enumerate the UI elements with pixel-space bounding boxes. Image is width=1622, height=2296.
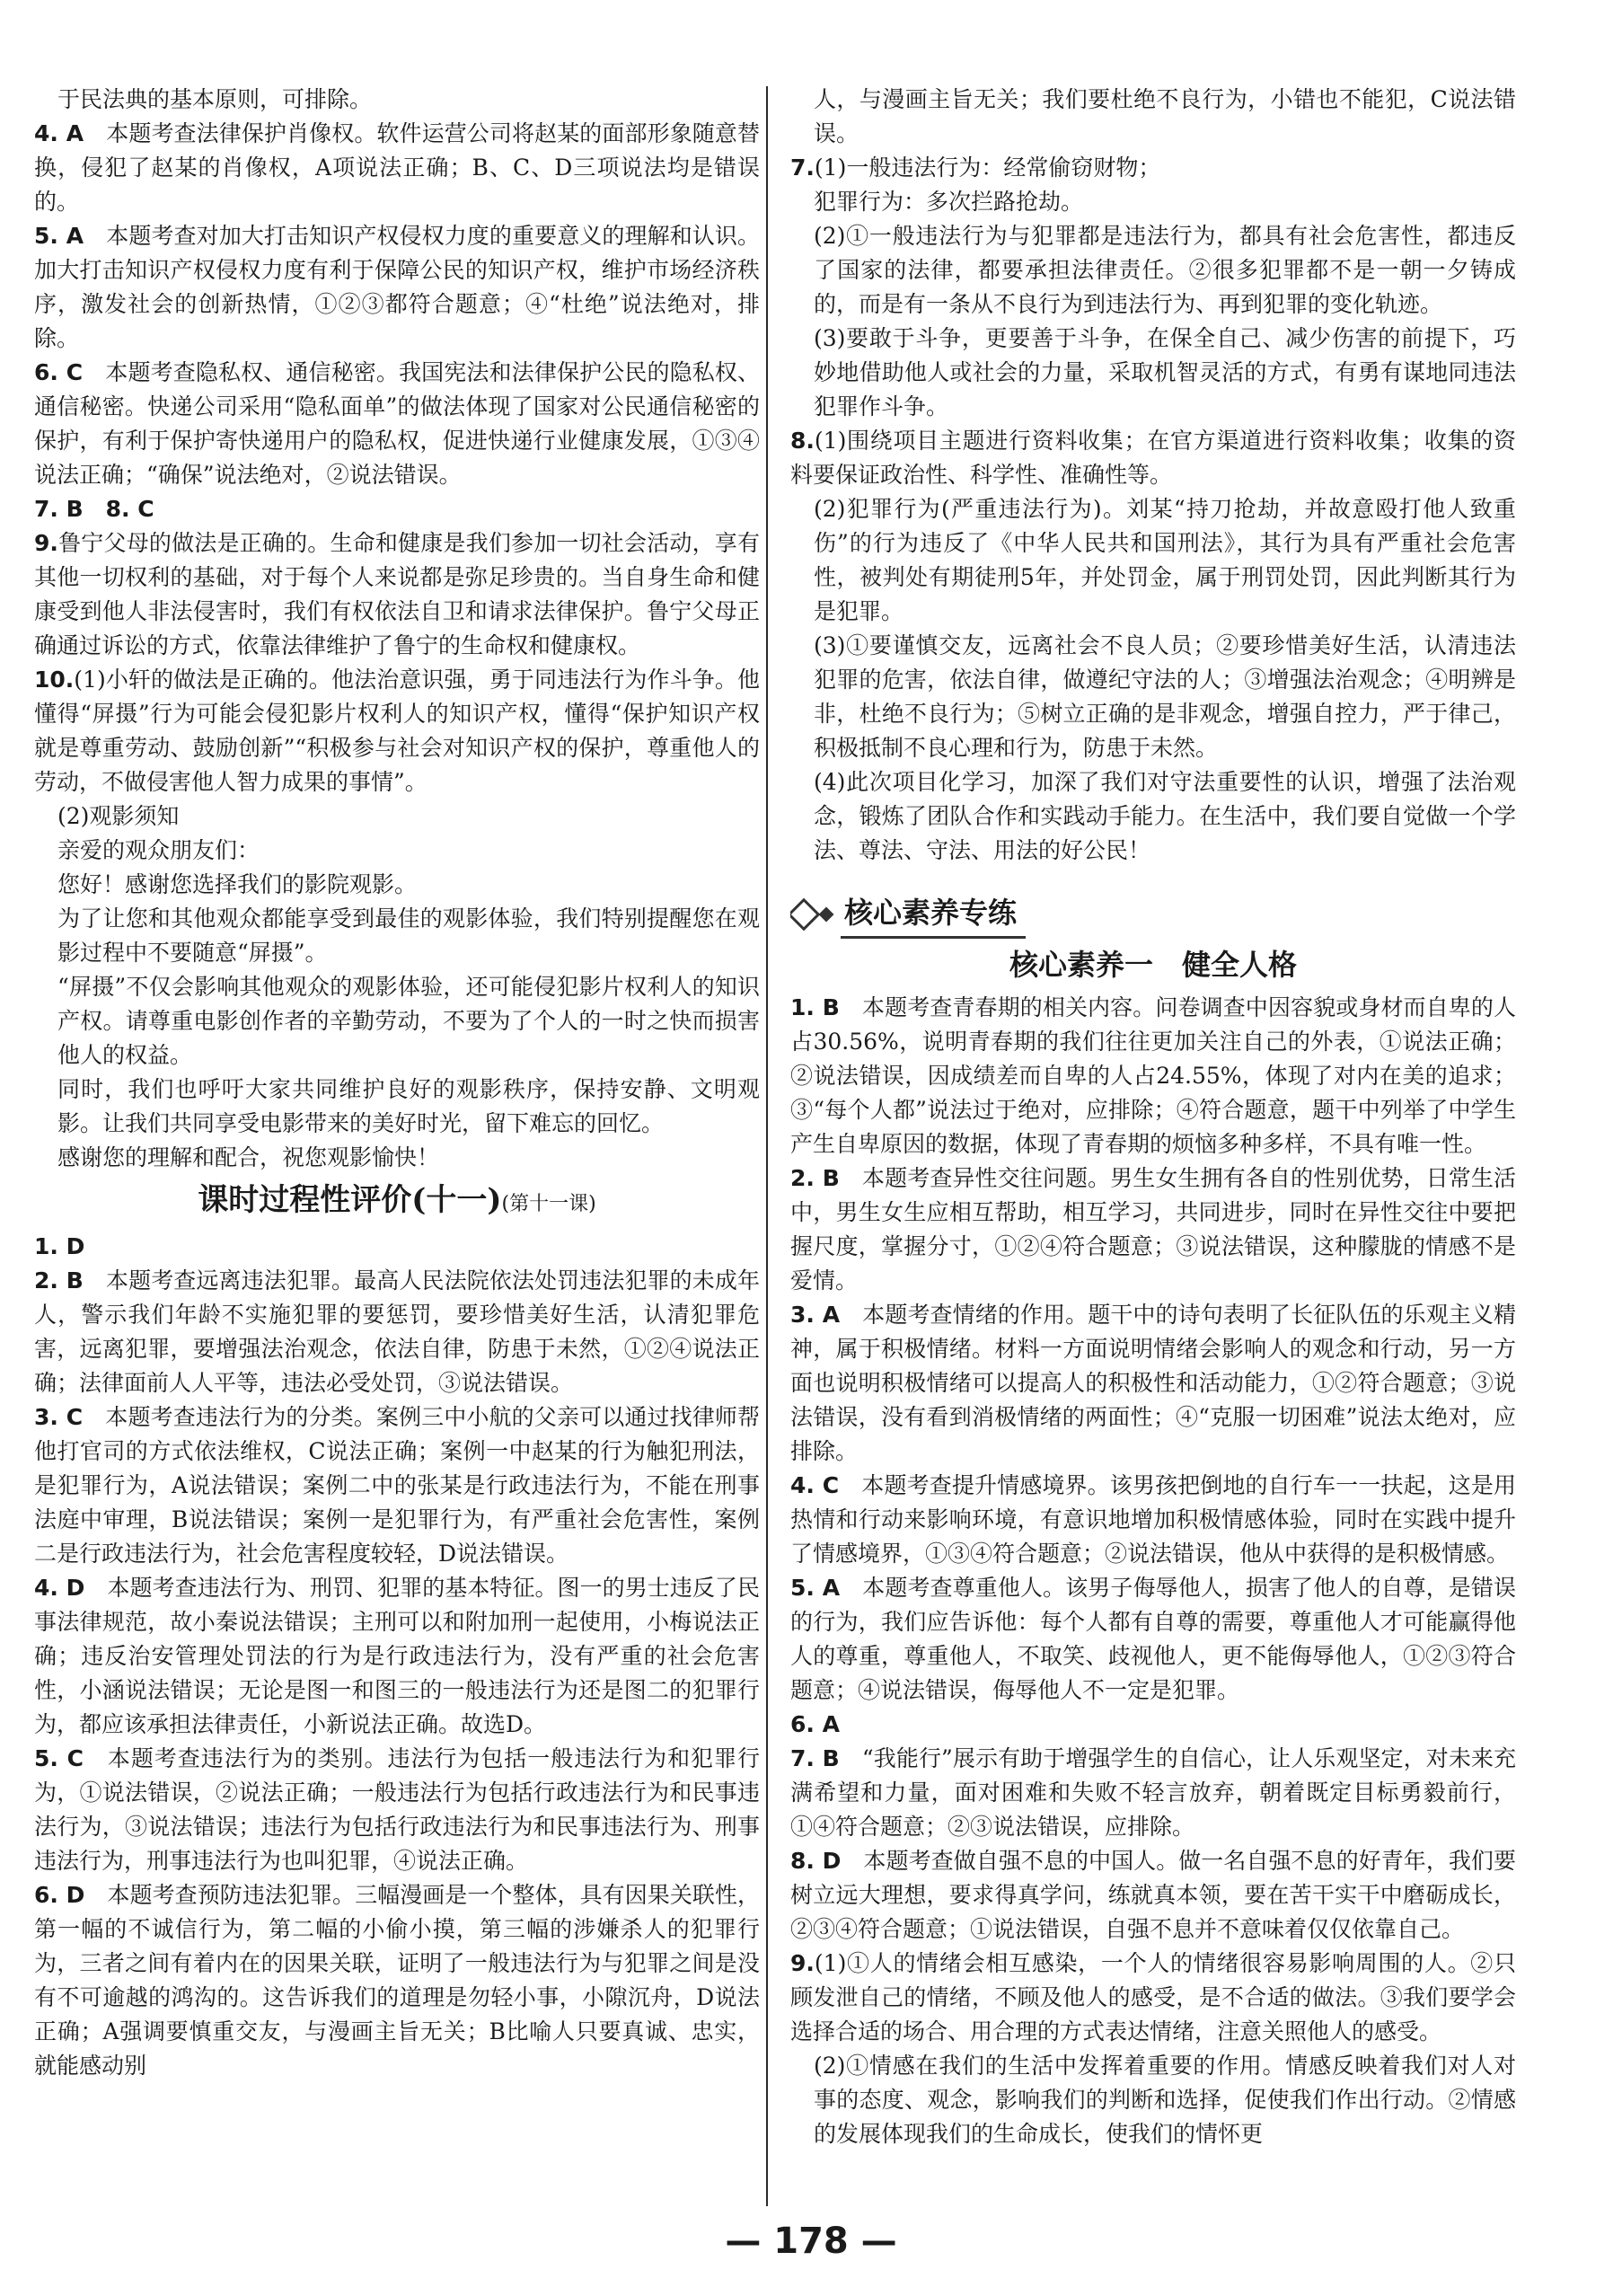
answer-text: 鲁宁父母的做法是正确的。生命和健康是我们参加一切社会活动，享有其他一切权利的基础，对于每个人来说都是弥足珍贵的。当自身生命和健康受到他人非法侵害时，我们有权依法自卫和请求法律保护。鲁宁父母正确通过诉讼的方式，依靠法律维护了鲁宁的生命权和健康权。	[34, 530, 760, 658]
answer-number: 3. A	[790, 1302, 841, 1328]
answer-text: 本题考查违法行为的分类。案例三中小航的父亲可以通过找律师帮他打官司的方式依法维权，C说法正确；案例一中赵某的行为触犯刑法，是犯罪行为，A说法错误；案例二中的张某是行政违法行为，不能在刑事法庭中审理，B说法错误；案例一是犯罪行为，有严重社会危害性，案例二是行政违法行为，社会危害程度较轻，D说法错误。	[34, 1404, 760, 1567]
answer-number: 5. C	[34, 1745, 84, 1771]
answer-number: 1. B	[790, 994, 840, 1020]
answer-item	[790, 151, 1516, 185]
page-number: — 178 —	[725, 2221, 897, 2262]
answer-number: 6. C	[34, 359, 84, 385]
answer-item	[790, 1298, 1516, 1469]
banner-title: 核心素养专练	[841, 889, 1026, 939]
answer-number: 9.	[790, 1950, 815, 1976]
section-title	[34, 1177, 760, 1228]
answer-number: 7.	[790, 155, 815, 181]
answer-item	[790, 1571, 1516, 1708]
paragraph: (2)观影须知	[57, 803, 180, 829]
answer-item	[34, 1264, 760, 1400]
answer-text: 本题考查法律保护肖像权。软件运营公司将赵某的面部形象随意替换，侵犯了赵某的肖像权，A项说法正确；B、C、D三项说法均是错误的。	[34, 120, 760, 215]
answer-item	[34, 663, 760, 799]
paragraph: 为了让您和其他观众都能享受到最佳的观影体验，我们特别提醒您在观影过程中不要随意“屏摄”。	[57, 905, 760, 966]
paragraph: 亲爱的观众朋友们：	[57, 837, 260, 863]
answer-item	[790, 1947, 1516, 2049]
paragraph: 同时，我们也呼吁大家共同维护良好的观影秩序，保持安静、文明观影。让我们共同享受电影带来的美好时光，留下难忘的回忆。	[57, 1076, 760, 1136]
answer-text: (1)小轩的做法是正确的。他法治意识强，勇于同违法行为作斗争。他懂得“屏摄”行为可能会侵犯影片权利人的知识产权，懂得“保护知识产权就是尊重劳动、鼓励创新”“积极参与社会对知识产权的保护，尊重他人的劳动，不做侵害他人智力成果的事情”。	[34, 667, 760, 795]
section-subtitle: 核心素养一 健全人格	[1009, 948, 1297, 982]
paragraph: (3)要敢于斗争，更要善于斗争，在保全自己、减少伤害的前提下，巧妙地借助他人或社会的力量，采取机智灵活的方式，有勇有谋地同违法犯罪作斗争。	[814, 325, 1516, 419]
paragraph: 您好！感谢您选择我们的影院观影。	[57, 871, 418, 897]
answer-text: “我能行”展示有助于增强学生的自信心，让人乐观坚定，对未来充满希望和力量，面对困难和失败不轻言放弃，朝着既定目标勇毅前行，①④符合题意；②③说法错误，应排除。	[790, 1745, 1516, 1840]
answer-text: 本题考查尊重他人。该男子侮辱他人，损害了他人的自尊，是错误的行为，我们应告诉他：每个人都有自尊的需要，尊重他人才可能赢得他人的尊重，尊重他人，不取笑、歧视他人，更不能侮辱他人，①②③符合题意；④说法错误，侮辱他人不一定是犯罪。	[790, 1575, 1516, 1703]
answer-item	[790, 1469, 1516, 1571]
answer-item	[34, 1571, 760, 1742]
answer-number: 2. B	[790, 1165, 840, 1191]
answer-item	[34, 356, 760, 492]
answer-number: 10.	[34, 667, 75, 693]
answer-text: 本题考查违法行为、刑罚、犯罪的基本特征。图一的男士违反了民事法律规范，故小秦说法错误；主刑可以和附加刑一起使用，小梅说法正确；违反治安管理处罚法的行为是行政违法行为，没有严重的社会危害性，小涵说法错误；无论是图一和图三的一般违法行为还是图二的犯罪行为，都应该承担法律责任，小新说法正确。故选D。	[34, 1575, 760, 1737]
section-title-sub: (第十一课)	[501, 1193, 596, 1215]
answer-text: 本题考查违法行为的类别。违法行为包括一般违法行为和犯罪行为，①说法错误，②说法正确；一般违法行为包括行政违法行为和民事违法行为，③说法错误；违法行为包括行政违法行为和民事违法行为、刑事违法行为，刑事违法行为也叫犯罪，④说法正确。	[34, 1745, 760, 1874]
paragraph: (4)此次项目化学习，加深了我们对守法重要性的认识，增强了法治观念，锻炼了团队合作和实践动手能力。在生活中，我们要自觉做一个学法、尊法、守法、用法的好公民！	[814, 769, 1516, 863]
answer-text: 本题考查做自强不息的中国人。做一名自强不息的好青年，我们要树立远大理想，要求得真学问，练就真本领，要在苦干实干中磨砺成长，②③④符合题意；①说法错误，自强不息并不意味着仅仅依靠自己。	[790, 1848, 1516, 1942]
answer-number: 7. B 8. C	[34, 496, 154, 522]
section-title-text: 课时过程性评价(十一)	[198, 1182, 502, 1218]
answer-text: (1)一般违法行为：经常偷窃财物；	[814, 155, 1161, 181]
answer-text: (1)围绕项目主题进行资料收集；在官方渠道进行资料收集；收集的资料要保证政治性、科学性、准确性等。	[790, 428, 1516, 488]
answer-number: 5. A	[790, 1575, 841, 1601]
answer-number: 8.	[790, 428, 815, 454]
answer-text: 本题考查预防违法犯罪。三幅漫画是一个整体，具有因果关联性，第一幅的不诚信行为，第二幅的小偷小摸，第三幅的涉嫌杀人的犯罪行为，三者之间有着内在的因果关联，证明了一般违法行为与犯罪之间是没有不可逾越的鸿沟的。这告诉我们的道理是勿轻小事，小隙沉舟，D说法正确；A强调要慎重交友，与漫画主旨无关；B比喻人只要真诚、忠实，就能感动别	[34, 1882, 760, 2079]
answer-item	[790, 1742, 1516, 1844]
answer-number: 4. C	[790, 1472, 840, 1498]
answer-text: 本题考查青春期的相关内容。问卷调查中因容貌或身材而自卑的人占30.56%，说明青春期的我们往往更加关注自己的外表，①说法正确；②说法错误，因成绩差而自卑的人占24.55%，体现了对内在美的追求；③“每个人都”说法过于绝对，应排除；④符合题意，题干中列举了中学生产生自卑原因的数据，体现了青春期的烦恼多种多样，不具有唯一性。	[790, 994, 1516, 1157]
answer-text: 本题考查异性交往问题。男生女生拥有各自的性别优势，日常生活中，男生女生应相互帮助，相互学习，共同进步，同时在异性交往中要把握尺度，掌握分寸，①②④符合题意；③说法错误，这种朦胧的情感不是爱情。	[790, 1165, 1516, 1294]
core-literacy-banner	[790, 889, 1516, 939]
column-divider	[766, 86, 768, 2206]
paragraph: 犯罪行为：多次拦路抢劫。	[814, 189, 1084, 215]
paragraph: “屏摄”不仅会影响其他观众的观影体验，还可能侵犯影片权利人的知识产权。请尊重电影创作者的辛勤劳动，不要为了个人的一时之快而损害他人的权益。	[57, 974, 760, 1068]
paragraph: (3)①要谨慎交友，远离社会不良人员；②要珍惜美好生活，认清违法犯罪的危害，依法自律，做遵纪守法的人；③增强法治观念；④明辨是非，杜绝不良行为；⑤树立正确的是非观念，增强自控力，严于律己，积极抵制不良心理和行为，防患于未然。	[814, 632, 1516, 761]
answer-item	[790, 1844, 1516, 1947]
answer-item	[34, 219, 760, 356]
answer-item	[790, 1708, 1516, 1742]
paragraph: 于民法典的基本原则，可排除。	[57, 86, 373, 112]
answer-number: 3. C	[34, 1404, 84, 1430]
answer-item	[34, 526, 760, 663]
paragraph: (2)①一般违法行为与犯罪都是违法行为，都具有社会危害性，都违反了国家的法律，都要承担法律责任。②很多犯罪都不是一朝一夕铸成的，而是有一条从不良行为到违法行为、再到犯罪的变化轨迹。	[814, 223, 1516, 317]
answer-item	[34, 1742, 760, 1878]
answer-item	[34, 117, 760, 219]
answer-number: 2. B	[34, 1267, 84, 1294]
answer-number: 6. A	[790, 1711, 840, 1737]
answer-number: 1. D	[34, 1233, 85, 1259]
answer-item	[790, 1161, 1516, 1298]
diamond-outline-icon	[790, 897, 820, 931]
answer-text: 本题考查隐私权、通信秘密。我国宪法和法律保护公民的隐私权、通信秘密。快递公司采用“隐私面单”的做法体现了国家对公民通信秘密的保护，有利于保护寄快递用户的隐私权，促进快递行业健康发展，①③④说法正确；“确保”说法绝对，②说法错误。	[34, 359, 760, 488]
right-column	[790, 83, 1516, 2204]
answer-number: 6. D	[34, 1882, 85, 1908]
answer-item	[790, 991, 1516, 1161]
paragraph: (2)犯罪行为(严重违法行为)。刘某“持刀抢劫，并故意殴打他人致重伤”的行为违反了《中华人民共和国刑法》，其行为具有严重社会危害性，被判处有期徒刑5年，并处罚金，属于刑罚处罚，因此判断其行为是犯罪。	[814, 496, 1516, 624]
answer-text: 本题考查对加大打击知识产权侵权力度的重要意义的理解和认识。加大打击知识产权侵权力度有利于保障公民的知识产权，维护市场经济秩序，激发社会的创新热情，①②③都符合题意；④“杜绝”说法绝对，排除。	[34, 223, 760, 351]
right-column-top	[790, 83, 1516, 868]
answer-number: 9.	[34, 530, 58, 556]
diamond-solid-icon	[819, 906, 834, 922]
answer-item	[34, 492, 760, 526]
left-column	[34, 83, 760, 2204]
right-column-bottom	[790, 991, 1516, 2151]
answer-item	[34, 1878, 760, 2083]
answer-number: 5. A	[34, 223, 84, 249]
answer-text: 本题考查远离违法犯罪。最高人民法院依法处罚违法犯罪的未成年人，警示我们年龄不实施犯罪的要惩罚，要珍惜美好生活，认清犯罪危害，远离犯罪，要增强法治观念，依法自律，防患于未然，①②④说法正确；法律面前人人平等，违法必受处罚，③说法错误。	[34, 1267, 760, 1396]
answer-text: (1)①人的情绪会相互感染，一个人的情绪很容易影响周围的人。②只顾发泄自己的情绪，不顾及他人的感受，是不合适的做法。③我们要学会选择合适的场合、用合理的方式表达情绪，注意关照他人的感受。	[790, 1950, 1516, 2044]
answer-number: 4. A	[34, 120, 84, 146]
paragraph: 感谢您的理解和配合，祝您观影愉快！	[57, 1144, 440, 1170]
answer-item	[34, 1400, 760, 1571]
answer-number: 8. D	[790, 1848, 842, 1874]
answer-text: 本题考查情绪的作用。题干中的诗句表明了长征队伍的乐观主义精神，属于积极情绪。材料一方面说明情绪会影响人的观念和行动，另一方面也说明积极情绪可以提高人的积极性和活动能力，①②符合题意；③说法错误，没有看到消极情绪的两面性；④“克服一切困难”说法太绝对，应排除。	[790, 1302, 1516, 1464]
answer-item	[34, 1230, 760, 1264]
paragraph: 人，与漫画主旨无关；我们要杜绝不良行为，小错也不能犯，C说法错误。	[814, 86, 1516, 146]
paragraph: (2)①情感在我们的生活中发挥着重要的作用。情感反映着我们对人对事的态度、观念，影响我们的判断和选择，促使我们作出行动。②情感的发展体现我们的生命成长，使我们的情怀更	[814, 2053, 1516, 2147]
answer-number: 7. B	[790, 1745, 840, 1771]
answer-item	[790, 424, 1516, 492]
answer-number: 4. D	[34, 1575, 85, 1601]
answer-text: 本题考查提升情感境界。该男孩把倒地的自行车一一扶起，这是用热情和行动来影响环境，有意识地增加积极情感体验，同时在实践中提升了情感境界，①③④符合题意；②说法错误，他从中获得的是积极情感。	[790, 1472, 1516, 1567]
